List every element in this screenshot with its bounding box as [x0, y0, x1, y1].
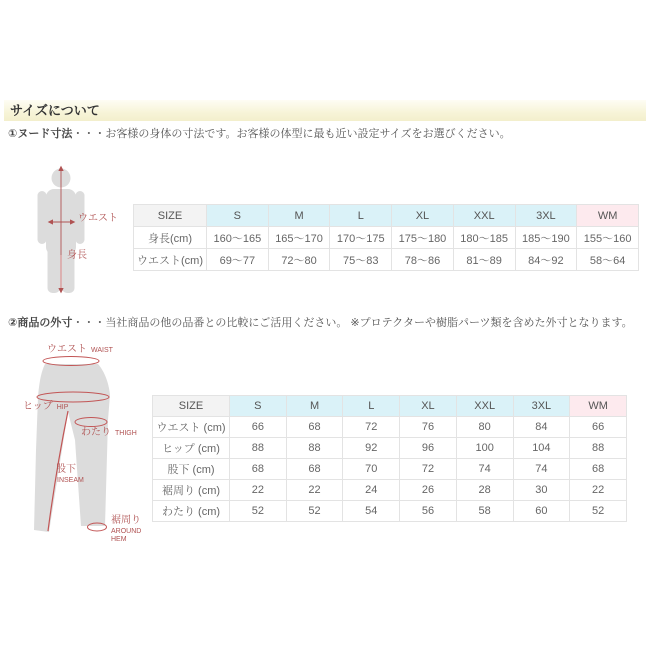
row-label: 身長(cm): [134, 227, 207, 249]
cell-value: 104: [513, 438, 570, 459]
cell-value: 58〜64: [577, 249, 639, 271]
col-header-3xl: 3XL: [513, 396, 570, 417]
cell-value: 88: [286, 438, 343, 459]
cell-value: 100: [456, 438, 513, 459]
fig2-hip-jp: ヒップ: [23, 401, 53, 412]
col-header-wm: WM: [577, 205, 639, 227]
cell-value: 155〜160: [577, 227, 639, 249]
cell-value: 96: [400, 438, 457, 459]
outer-size-table: [152, 395, 627, 522]
col-header-s: S: [207, 205, 269, 227]
outer-size-note-body: ・・・当社商品の他の品番との比較にご活用ください。 ※プロテクターや樹脂パーツ類を含めた外寸となります。: [72, 317, 633, 329]
row-label: 股下 (cm): [153, 459, 230, 480]
fig1-waist-label: ウエスト: [78, 213, 118, 224]
col-header-xxl: XXL: [456, 396, 513, 417]
cell-value: 66: [570, 417, 627, 438]
cell-value: 170〜175: [330, 227, 392, 249]
outer-size-note-lead: ②商品の外寸: [8, 317, 73, 329]
cell-value: 72: [400, 459, 457, 480]
cell-value: 88: [570, 438, 627, 459]
cell-value: 81〜89: [453, 249, 515, 271]
row-label: 裾周り (cm): [153, 480, 230, 501]
fig2-waist-en: WAIST: [91, 347, 113, 354]
cell-value: 80: [456, 417, 513, 438]
cell-value: 72〜80: [268, 249, 330, 271]
cell-value: 22: [286, 480, 343, 501]
table-row: [153, 480, 627, 501]
table-row: [153, 501, 627, 522]
fig1-height-label: 身長: [67, 250, 87, 261]
col-header-3xl: 3XL: [515, 205, 577, 227]
cell-value: 68: [286, 417, 343, 438]
cell-value: 84〜92: [515, 249, 577, 271]
page-title: サイズについて: [4, 100, 646, 121]
cell-value: 68: [230, 459, 287, 480]
cell-value: 72: [343, 417, 400, 438]
fig2-inseam-label: 股下: [56, 464, 76, 475]
cell-value: 52: [570, 501, 627, 522]
cell-value: 54: [343, 501, 400, 522]
cell-value: 68: [570, 459, 627, 480]
cell-value: 24: [343, 480, 400, 501]
cell-value: 28: [456, 480, 513, 501]
cell-value: 22: [230, 480, 287, 501]
nude-size-note: [8, 128, 511, 141]
cell-value: 165〜170: [268, 227, 330, 249]
cell-value: 26: [400, 480, 457, 501]
col-header-size: SIZE: [153, 396, 230, 417]
fig2-hem-label: 裾周り: [111, 515, 141, 526]
nude-size-note-lead: ①ヌード寸法: [8, 128, 73, 140]
col-header-s: S: [230, 396, 287, 417]
row-label: ウエスト (cm): [153, 417, 230, 438]
fig2-waist-jp: ウエスト: [47, 344, 87, 355]
fig2-hem-en1-label: AROUND: [111, 528, 142, 535]
col-header-m: M: [286, 396, 343, 417]
cell-value: 74: [513, 459, 570, 480]
cell-value: 75〜83: [330, 249, 392, 271]
cell-value: 22: [570, 480, 627, 501]
cell-value: 60: [513, 501, 570, 522]
nude-size-note-body: ・・・お客様の身体の寸法です。お客様の体型に最も近い設定サイズをお選びください。: [72, 128, 511, 140]
col-header-xl: XL: [400, 396, 457, 417]
cell-value: 175〜180: [392, 227, 454, 249]
cell-value: 52: [230, 501, 287, 522]
header-row: [134, 205, 639, 227]
col-header-m: M: [268, 205, 330, 227]
cell-value: 70: [343, 459, 400, 480]
cell-value: 180〜185: [453, 227, 515, 249]
pants-silhouette: [34, 364, 110, 532]
fig2-thigh-jp: わたり: [81, 427, 111, 438]
fig2-hem-en2-label: HEM: [111, 536, 127, 543]
nude-size-table: [133, 204, 639, 271]
col-header-size: SIZE: [134, 205, 207, 227]
col-header-l: L: [343, 396, 400, 417]
table-row: [134, 249, 639, 271]
row-label: ウエスト(cm): [134, 249, 207, 271]
table-row: [153, 417, 627, 438]
outer-size-note: [8, 317, 633, 330]
cell-value: 185〜190: [515, 227, 577, 249]
cell-value: 74: [456, 459, 513, 480]
fig2-inseam-en-label: INSEAM: [57, 477, 84, 484]
cell-value: 76: [400, 417, 457, 438]
col-header-xxl: XXL: [453, 205, 515, 227]
row-label: ヒップ (cm): [153, 438, 230, 459]
col-header-wm: WM: [570, 396, 627, 417]
cell-value: 78〜86: [392, 249, 454, 271]
row-label: わたり (cm): [153, 501, 230, 522]
table-row: [153, 438, 627, 459]
cell-value: 69〜77: [207, 249, 269, 271]
cell-value: 66: [230, 417, 287, 438]
fig2-thigh-en: THIGH: [115, 430, 137, 437]
table-row: [153, 459, 627, 480]
cell-value: 88: [230, 438, 287, 459]
cell-value: 30: [513, 480, 570, 501]
cell-value: 160〜165: [207, 227, 269, 249]
cell-value: 58: [456, 501, 513, 522]
cell-value: 92: [343, 438, 400, 459]
cell-value: 68: [286, 459, 343, 480]
col-header-xl: XL: [392, 205, 454, 227]
table-row: [134, 227, 639, 249]
header-row: [153, 396, 627, 417]
fig2-hip-en: HIP: [56, 404, 69, 411]
col-header-l: L: [330, 205, 392, 227]
cell-value: 84: [513, 417, 570, 438]
cell-value: 52: [286, 501, 343, 522]
fig2-waist-label: [47, 344, 113, 356]
cell-value: 56: [400, 501, 457, 522]
fig2-thigh-label: [81, 427, 137, 439]
fig2-hip-label: [23, 401, 68, 413]
body-measure-diagram: [25, 160, 135, 300]
